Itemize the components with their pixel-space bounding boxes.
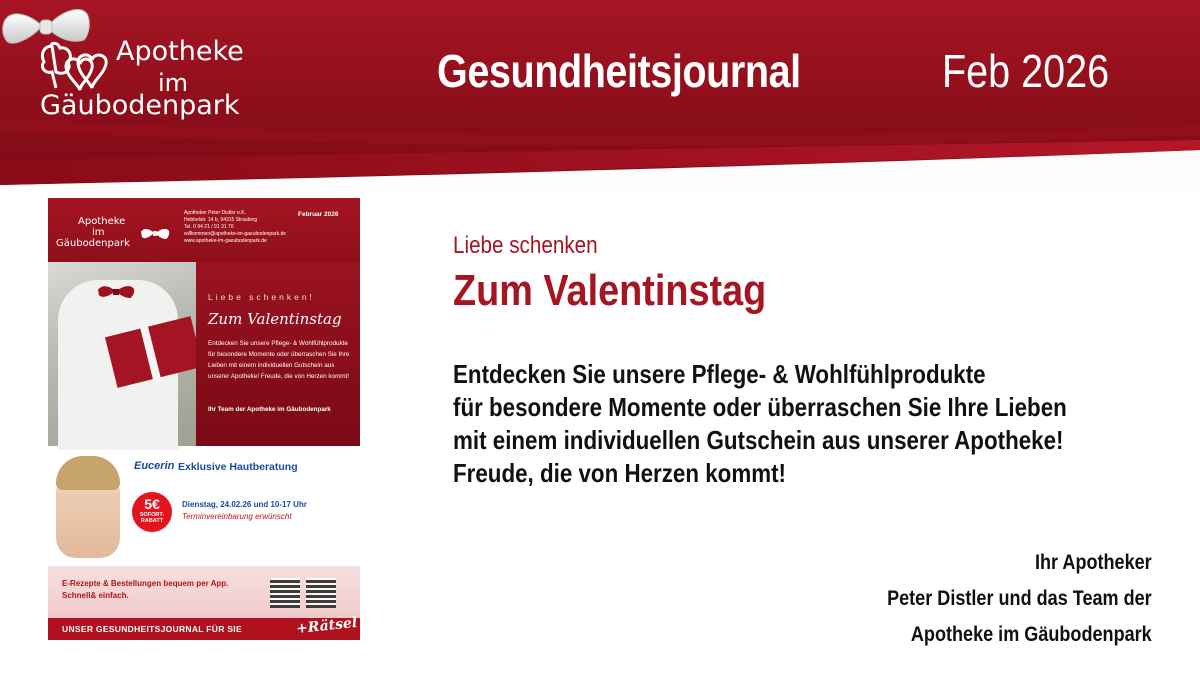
signature-line: Apotheke im Gäubodenpark <box>911 623 1152 646</box>
header-banner <box>0 0 1200 195</box>
journal-date: Feb 2026 <box>942 45 1110 97</box>
article-signature <box>844 545 1152 653</box>
cover-address-line: www.apotheke-im-gaeubodenpark.de <box>184 238 267 244</box>
cover-address-line: willkommen@apotheke-im-gaeubodenpark.de <box>184 231 287 237</box>
cover-address-line: Tel. 0 94 21 / 91 31 70 <box>184 224 234 230</box>
logo-line-2: im <box>158 69 189 97</box>
cover-logo-line-1: Apotheke <box>78 216 126 227</box>
cover-footer-text: UNSER GESUNDHEITSJOURNAL FÜR SIE <box>62 624 242 634</box>
erezept-text <box>62 578 228 602</box>
article-kicker: Liebe schenken <box>453 232 598 259</box>
bowtie-icon <box>0 0 92 62</box>
journal-title: Gesundheitsjournal <box>437 45 801 97</box>
logo-line-3: Gäubodenpark <box>40 90 240 121</box>
cover-logo-line-3: Gäubodenpark <box>56 238 130 249</box>
cover-address-line: Hebbelstr. 14 b, 94315 Straubing <box>184 217 258 223</box>
qr-code-app-store <box>270 578 300 608</box>
cover-month: Februar 2026 <box>298 211 339 218</box>
qr-code-google-play <box>306 578 336 608</box>
cover-bowtie-icon <box>140 226 170 242</box>
badge-value: 5€ <box>144 496 160 512</box>
cover-kicker: Liebe schenken! <box>208 292 315 302</box>
eucerin-title: Exklusive Hautberatung <box>178 461 298 473</box>
article-body-line: Entdecken Sie unsere Pflege- & Wohlfühlprodukte <box>453 359 986 389</box>
cover-footer-badge: +Rätsel <box>295 614 359 638</box>
cover-body: Entdecken Sie unsere Pflege- & Wohlfühlprodukte für besondere Momente oder überraschen Sie Ihre Lieben mit einem individuellen Gutschein aus unserer Apotheke! Freude, die von Herzen kommt! <box>208 340 350 380</box>
cover-logo-line-2: im <box>92 227 105 238</box>
article-body <box>453 358 1107 490</box>
journal-cover-image[interactable] <box>48 198 360 640</box>
signature-line: Peter Distler und das Team der <box>887 587 1152 610</box>
cover-address-line: Apotheker Peter Distler e.K. <box>184 210 246 216</box>
logo-line-1: Apotheke <box>116 36 244 67</box>
discount-badge <box>132 492 172 532</box>
cover-address <box>184 210 286 245</box>
erezept-line-1: E-Rezepte & Bestellungen bequem per App. <box>62 579 229 588</box>
cover-team: Ihr Team der Apotheke im Gäubodenpark <box>208 406 331 413</box>
badge-text: SOFORT-RABATT <box>139 512 165 524</box>
eucerin-brand: Eucerin <box>134 460 175 472</box>
cover-logo <box>56 216 130 249</box>
signature-line: Ihr Apotheker <box>1035 551 1152 574</box>
event-date: Dienstag, 24.02.26 und 10-17 Uhr <box>182 500 307 509</box>
article-body-line: für besondere Momente oder überraschen Sie Ihre Lieben <box>453 392 1067 422</box>
red-bowtie-icon <box>96 284 136 300</box>
event-note: Terminvereinbarung erwünscht <box>182 512 292 521</box>
model-hair <box>56 456 120 490</box>
cover-headline: Zum Valentinstag <box>208 310 342 328</box>
article-body-line: mit einem individuellen Gutschein aus unserer Apotheke! <box>453 425 1064 455</box>
article-body-line: Freude, die von Herzen kommt! <box>453 458 786 488</box>
cover-eucerin-ad <box>48 454 360 566</box>
article-headline: Zum Valentinstag <box>453 266 767 315</box>
erezept-line-2: Schnell& einfach. <box>62 591 129 600</box>
